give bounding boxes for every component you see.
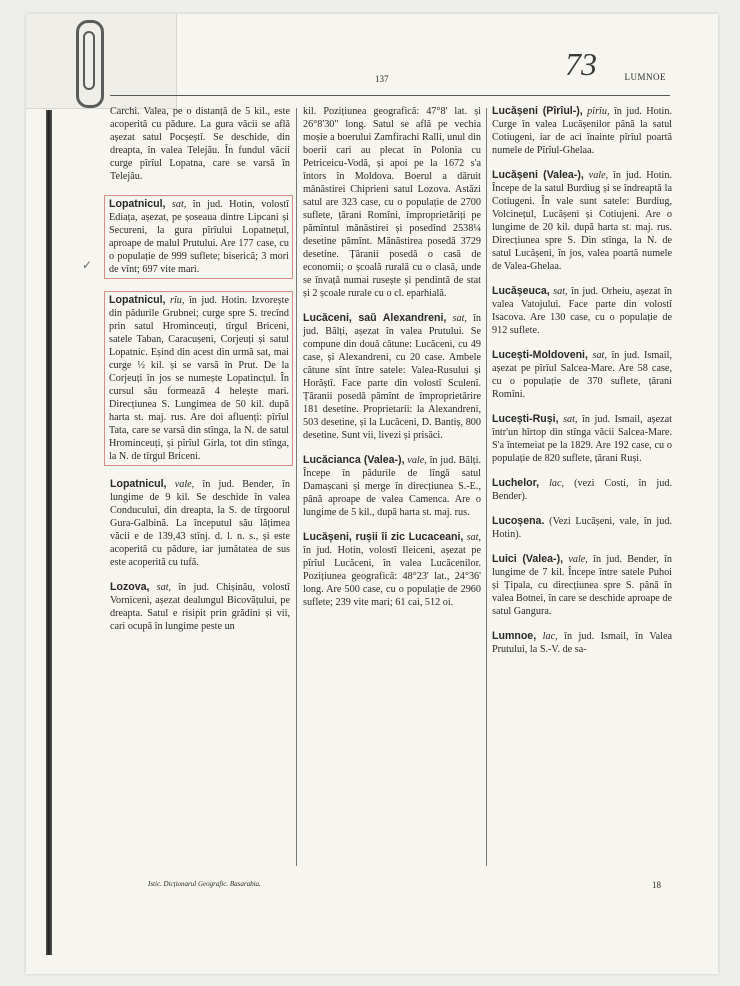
- entry-type: vale,: [588, 170, 609, 181]
- entry-headword: Lucești-Moldoveni,: [492, 349, 588, 361]
- entry-body: în jud. Ismail, așezat pe pîrîul Salcea-Mare. Are 58 case, cu o populație de 370 suflete, țărani Romîni.: [492, 350, 673, 400]
- entry-body: în jud. Orheiu, așezat în valea Vatojului. Face parte din volostî Isacova. Are 130 case, cu o populație de 912 suflete.: [492, 286, 672, 336]
- dictionary-entry: [303, 312, 481, 442]
- entry-type: sat,: [592, 350, 607, 361]
- entry-type: sat,: [171, 199, 187, 210]
- entry-headword: Lucăceni, saŭ Alexandreni,: [303, 312, 447, 324]
- entry-headword: Lucești-Ruși,: [492, 413, 559, 425]
- entry-body: (vezi Costi, în jud. Bender).: [492, 478, 672, 502]
- dictionary-entry: [492, 285, 672, 337]
- dictionary-entry: [492, 349, 672, 401]
- entry-headword: Lucășeni, rușii îi zic Lucaceani,: [303, 531, 464, 543]
- entry-body: în jud. Hotin. Izvorește din pădurile Grubnei; curge spre S. trecînd prin satul Hrominceuți, tîrgul Briceni, satele Taban, Caracușeni, Corjeuți și satul Lopatnic. Eșind din acest din urmă sat, mai curge ½ kil. și se varsă în Prut. De la Corjeuți în jos se numește Lopatincțul. În cursul său formează 4 helește mari. Direcțiunea S. Lungimea de 50 kil. după harta st. maj. rus. Are doi afluenți: pîrîul Tata, care se varsă din stînga, la N. de satul Hrominceuți, și pîrîul Girla, tot din stînga, la N. de tîrgul Briceni.: [109, 295, 290, 462]
- column-divider: [296, 108, 297, 866]
- entry-headword: Lucăcianca (Valea-),: [303, 454, 405, 466]
- entry-headword: Lopatnicul,: [109, 198, 166, 210]
- dictionary-entry: [492, 630, 672, 656]
- entry-headword: Lucoșena.: [492, 515, 545, 527]
- page-header: [110, 46, 670, 96]
- entry-body: în jud. Bender, în lungime de 9 kil. Se deschide în valea Conducului, din dreapta, la S. de tîrgoorul Gura-Galbină. La începutul său lățimea văcii e de 139,43 stînj. d. l. n. s., și este acoperită cu pădure, iar jumătatea de sus este acoperită cu tufă.: [110, 479, 290, 568]
- entry-headword: Lucășeni (Valea-),: [492, 169, 584, 181]
- entry-headword: Lumnoe,: [492, 630, 537, 642]
- entry-headword: Lozova,: [110, 581, 150, 593]
- dictionary-entry: [110, 581, 290, 633]
- entry-headword: Lopatnicul,: [109, 294, 166, 306]
- text-column-2: [303, 105, 481, 621]
- paperclip-icon: [76, 20, 104, 108]
- entry-type: sat,: [452, 313, 467, 324]
- column-divider: [486, 108, 487, 866]
- entry-body: în jud. Ismail, așezat într'un hîrtop din stînga văcii Salcea-Mare. S'a întemeiat pe la 1829. Are 192 case, cu o populație de 820 suflete, țărani Ruși.: [492, 414, 672, 464]
- dictionary-entry: [303, 531, 481, 609]
- entry-body: în jud. Bender, în lungime de 7 kil. Începe între satele Puhoi și Țipala, cu direcțiunea spre S. până în valea Botnei, în care se deschide aproape de satul Gangura.: [492, 554, 673, 617]
- entry-body: în jud. Hotin, volostî Ileiceni, așezat pe pîrîul Lucăceni, în valea Lucăcenilor. Pozițiunea geografică: 48°23' lat., 24°36' long. Are 500 case, cu o populație de 2960 suflete; 239 vite mari; 61 cai, 512 oi.: [303, 545, 481, 608]
- dictionary-entry: [492, 169, 672, 273]
- dictionary-entry: [492, 105, 672, 157]
- text-column-3: [492, 105, 672, 668]
- entry-type: sat,: [553, 286, 568, 297]
- dictionary-entry: [492, 477, 672, 503]
- entry-type: vale,: [174, 479, 195, 490]
- dictionary-entry: [104, 291, 293, 466]
- running-title: LUMNOE: [624, 72, 666, 82]
- entry-headword: Luici (Valea-),: [492, 553, 564, 565]
- entry-body: în jud. Hotin. Curge în valea Lucășenilor până la satul Cotiugeni, iar de aci înainte pîrîul poartă numele de Pîrîul-Ghelaa.: [492, 106, 672, 156]
- dictionary-entry: [303, 454, 481, 519]
- header-rule: [110, 95, 670, 96]
- dictionary-entry: [303, 105, 481, 300]
- entry-body: în jud. Ismail, în Valea Prutului, la S.-V. de sa-: [492, 631, 672, 655]
- dictionary-entry: [492, 515, 672, 541]
- entry-type: lac,: [542, 631, 558, 642]
- dictionary-entry: [492, 413, 672, 465]
- dictionary-entry: [110, 105, 290, 183]
- entry-headword: Lucășeni (Pîrîul-),: [492, 105, 583, 117]
- footer-signature: 18: [652, 880, 661, 890]
- dictionary-entry: [104, 195, 293, 279]
- entry-body: în jud. Bălți. Începe în pădurile de lîngă satul Damașcani și merge în direcțiunea S.-E., până aproape de valea Camenca. Are o lungime de 5 kil., după harta st. maj. rus.: [303, 455, 481, 518]
- entry-type: vale,: [407, 455, 427, 466]
- entry-type: sat,: [156, 582, 172, 593]
- entry-type: sat,: [563, 414, 578, 425]
- binding-spine: [46, 110, 52, 955]
- entry-body: în jud. Hotin. Începe de la satul Burdiug și se îndreaptă la Cotiugeni. În vale sunt satele: Burdiug, Volcinețul, Lucășeni și Cotiujeni. Are o lungime de 20 kil. după harta st. maj. rus. Direcțiunea spre S. Din stînga, la N. de satul Lucășeni, în jos, valea poartă numele de Valea-Ghelaa.: [492, 170, 673, 272]
- entry-type: sat,: [466, 532, 482, 543]
- dictionary-entry: [110, 478, 290, 569]
- entry-headword: Lucășeuca,: [492, 285, 550, 297]
- entry-type: pîrîu,: [587, 106, 610, 117]
- entry-body: în jud. Chișinău, volostî Vorniceni, așezat dealungul Bicovățului, pe dreapta. Satul e risipit prin grădini și vii, cari ocupă în lungime peste un: [110, 582, 291, 632]
- page-number: 137: [375, 74, 389, 84]
- entry-body: în jud. Hotin, volostî Ediața, așezat, pe șoseaua dintre Lipcani și Secureni, la gura pîrîului Lopatnețul, aproape de malul Prutului. Are 177 case, cu o populație de 999 suflete; biserică; 3 mori de vînt; 697 vite mari.: [109, 199, 290, 275]
- entry-type: lac,: [549, 478, 565, 489]
- entry-body: în jud. Bălți, așezat în valea Prutului. Se compune din două cătune: Lucăceni, cu 49 case, și Alexandreni, cu 20 case. Ambele cătune sînt între satele: Valea-Rusului și Horăștî. Face parte din volostî Sculenî. Țăranii posedă pămînt de împroprietărire 181 desetine. Proprietarii: la Alexandreni, 503 desetine, și la Lucăceni, D. Bantiș, 800 desetine. Sunt vii, livezi și prisăci.: [303, 313, 482, 441]
- entry-type: vale,: [568, 554, 588, 565]
- entry-type: rîu,: [170, 295, 185, 306]
- margin-check-mark: ✓: [82, 258, 93, 272]
- entry-headword: Lopatnicul,: [110, 478, 167, 490]
- entry-body: Carchi. Valea, pe o distanță de 5 kil., este acoperită cu pădure. La gura văcii se află așezat satul Pocșeștî. Se deschide, din dreapta, în valea Telejău. În fundul văcii curge pîrîul Lopatna, care se varsă în Telejău.: [110, 106, 290, 182]
- footer-source: Istic. Dicționarul Geografic. Basarabia.: [148, 880, 261, 888]
- text-column-1: [110, 105, 290, 645]
- entry-body: (Vezi Lucășeni, vale, în jud. Hotin).: [492, 516, 672, 540]
- handwritten-page-number: 73: [565, 46, 597, 82]
- entry-headword: Luchelor,: [492, 477, 540, 489]
- dictionary-entry: [492, 553, 672, 618]
- entry-body: kil. Pozițiunea geografică: 47°8' lat. și 26°8'30" long. Satul se află pe vechia moșie a boerului Zamfirachi Ralli, unul din boerii cari au plecat în Polonia cu Petriceicu-Vodă, și apoi pe la 1672 s'a întors în Moldova. Boerul a dăruit mănăstirei Chiprieni satul Lozova. Astăzi satul are 323 case, cu o populație de 2700 suflete, țărani Romîni, împroprietăriți pe pămîntul mănăstirei și posedînd 2538¼ desetine pămînt. Mănăstirea posedă 3729 desetine. Țăranii posedă o casă de economii; o școală rurală cu o clasă, unde se învață numai rusește și pendintă de stat și 2 școale rurale cu o cl. eparhială.: [303, 106, 481, 299]
